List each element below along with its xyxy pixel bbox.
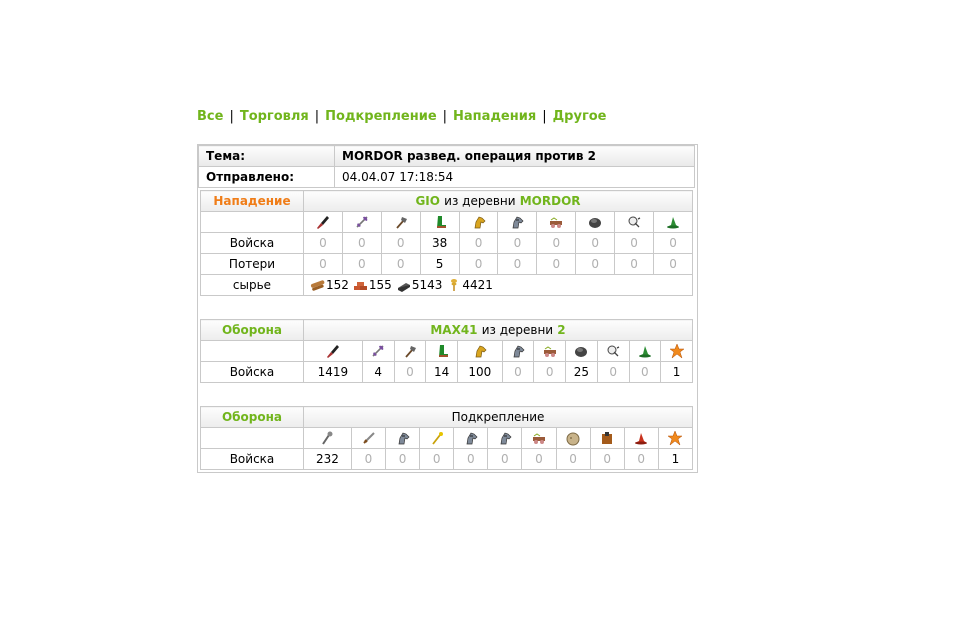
unit-cell [534,341,566,362]
unit-cell [342,212,381,233]
troop-count: 0 [654,254,693,275]
troop-count: 0 [590,449,624,470]
troop-count: 38 [420,233,459,254]
troop-count: 0 [386,449,420,470]
troop-count: 0 [556,449,590,470]
unit-cell [304,341,363,362]
unit-cell [394,341,426,362]
unit-cell [426,341,458,362]
attacker-role: Нападение [201,191,304,212]
troop-count: 0 [537,254,576,275]
armored-horse-icon [509,214,525,230]
unit-cell [658,428,692,449]
troop-count: 0 [537,233,576,254]
troop-count: 0 [351,449,385,470]
attacker-player-link[interactable]: GIO [415,194,440,208]
troop-count: 0 [342,254,381,275]
troop-count: 0 [420,449,454,470]
troop-count: 0 [615,233,654,254]
reinforcement-unit-icons-row [201,428,693,449]
resource-item [310,278,349,292]
troop-count: 0 [576,254,615,275]
chief-icon [599,430,615,446]
resource-item [396,278,443,292]
unit-cell [459,212,498,233]
unit-cell [590,428,624,449]
sent-value: 04.04.07 17:18:54 [335,167,695,188]
troop-count: 0 [654,233,693,254]
troop-count: 25 [566,362,598,383]
unit-cell [624,428,658,449]
attacker-resources-row [201,275,693,296]
troop-count: 0 [304,254,343,275]
armored-horse-icon [463,430,479,446]
attacker-village-link[interactable]: MORDOR [519,194,581,208]
unit-cell [488,428,522,449]
battle-report [197,144,698,473]
clay-icon [353,277,369,293]
troop-count: 0 [597,362,629,383]
resource-value: 4421 [462,277,493,292]
defender-unit-icons-row [201,341,693,362]
unit-cell [381,212,420,233]
green-hat-icon [637,343,653,359]
star-icon [667,430,683,446]
unit-cell [498,212,537,233]
iron-icon [396,277,412,293]
wand-icon [429,430,445,446]
subject-value: MORDOR развед. операция против 2 [335,146,695,167]
unit-cell [556,428,590,449]
unit-cell [351,428,385,449]
defender-header-row [201,320,693,341]
unit-cell [420,428,454,449]
ram-icon [548,214,564,230]
resource-value: 152 [326,277,349,292]
nav-link-2[interactable]: Подкрепление [325,109,437,124]
boot-icon [434,343,450,359]
resource-value: 5143 [411,277,443,292]
attacker-troops-row [201,233,693,254]
reinforcement-troops-row [201,449,693,470]
attacker-title [304,191,693,212]
troop-count: 0 [459,233,498,254]
troop-count: 1 [658,449,692,470]
troops-label: Войска [201,449,304,470]
nav-separator: | [229,109,234,124]
unit-cell [362,341,394,362]
losses-label: Потери [201,254,304,275]
unit-cell [502,341,534,362]
resource-item [353,278,392,292]
star-icon [669,343,685,359]
troop-count: 0 [629,362,661,383]
unit-cell [454,428,488,449]
crop-icon [446,277,462,293]
nav-link-1[interactable]: Торговля [239,109,309,124]
attacker-unit-icons-row [201,212,693,233]
unit-cell [386,428,420,449]
troops-label: Войска [201,362,304,383]
ram-icon [531,430,547,446]
troop-count: 0 [498,233,537,254]
unit-cell [661,341,693,362]
troop-count: 14 [426,362,458,383]
troop-count: 1419 [304,362,363,383]
unit-cell [420,212,459,233]
nav-separator: | [542,109,547,124]
spear-icon [325,343,341,359]
unit-cell [304,212,343,233]
troop-count: 0 [624,449,658,470]
catapult-icon [587,214,603,230]
unit-cell [566,341,598,362]
empty-cell [201,428,304,449]
golden-horse-icon [471,214,487,230]
reinforcement-role: Оборона [201,407,304,428]
troop-count: 0 [498,254,537,275]
hatchet-icon [402,343,418,359]
unit-cell [304,428,352,449]
reinforcement-header-row [201,407,693,428]
reinforcement-title: Подкрепление [304,407,693,428]
troop-count: 0 [502,362,534,383]
empty-cell [201,212,304,233]
attacker-from-text: из деревни [444,194,516,208]
armored-horse-icon [510,343,526,359]
armored-horse-icon [497,430,513,446]
attacker-losses-row [201,254,693,275]
troop-count: 0 [576,233,615,254]
resource-item [446,278,493,292]
catapult-icon [573,343,589,359]
report-filter-nav [197,109,607,124]
golden-horse-icon [472,343,488,359]
resources-label: сырье [201,275,304,296]
troop-count: 100 [458,362,503,383]
troop-count: 0 [615,254,654,275]
club-icon [319,430,335,446]
unit-cell [522,428,556,449]
ghost-icon [626,214,642,230]
green-hat-icon [665,214,681,230]
troops-label: Войска [201,233,304,254]
troop-count: 4 [362,362,394,383]
defender-player-link[interactable]: MAX41 [430,323,478,337]
troop-count: 0 [342,233,381,254]
ghost-icon [605,343,621,359]
troop-count: 0 [522,449,556,470]
nav-link-4[interactable]: Другое [552,109,607,124]
troop-count: 232 [304,449,352,470]
attacker-table [200,190,693,296]
troop-count: 0 [488,449,522,470]
nav-link-3[interactable]: Нападения [453,109,537,124]
sent-row [199,167,695,188]
sent-label: Отправлено: [199,167,335,188]
defender-title [304,320,693,341]
unit-cell [654,212,693,233]
nav-separator: | [314,109,320,124]
troop-count: 0 [304,233,343,254]
subject-label: Тема: [199,146,335,167]
unit-cell [537,212,576,233]
troop-count: 0 [534,362,566,383]
troop-count: 0 [381,254,420,275]
reinforcement-table [200,406,693,470]
axe-icon [370,343,386,359]
resources-cell [304,275,693,296]
empty-cell [201,341,304,362]
boot-icon [432,214,448,230]
troop-count: 0 [394,362,426,383]
troop-count: 0 [454,449,488,470]
defender-table [200,319,693,383]
troop-count: 5 [420,254,459,275]
defender-village-link[interactable]: 2 [557,323,566,337]
hatchet-icon [393,214,409,230]
red-hat-icon [633,430,649,446]
defender-troops-row [201,362,693,383]
nav-separator: | [442,109,448,124]
attacker-header-row [201,191,693,212]
armored-horse-icon [395,430,411,446]
boulder-icon [565,430,581,446]
unit-cell [597,341,629,362]
unit-cell [615,212,654,233]
ram-icon [542,343,558,359]
nav-link-0[interactable]: Все [197,109,224,124]
subject-row [199,146,695,167]
defender-role: Оборона [201,320,304,341]
unit-cell [458,341,503,362]
troop-count: 0 [459,254,498,275]
troop-count: 1 [661,362,693,383]
resource-value: 155 [368,277,392,292]
spear-icon [315,214,331,230]
troop-count: 0 [381,233,420,254]
unit-cell [576,212,615,233]
defender-from-text: из деревни [481,323,554,337]
sword-icon [361,430,377,446]
unit-cell [629,341,661,362]
wood-icon [310,277,326,293]
report-meta [198,145,695,188]
axe-icon [354,214,370,230]
